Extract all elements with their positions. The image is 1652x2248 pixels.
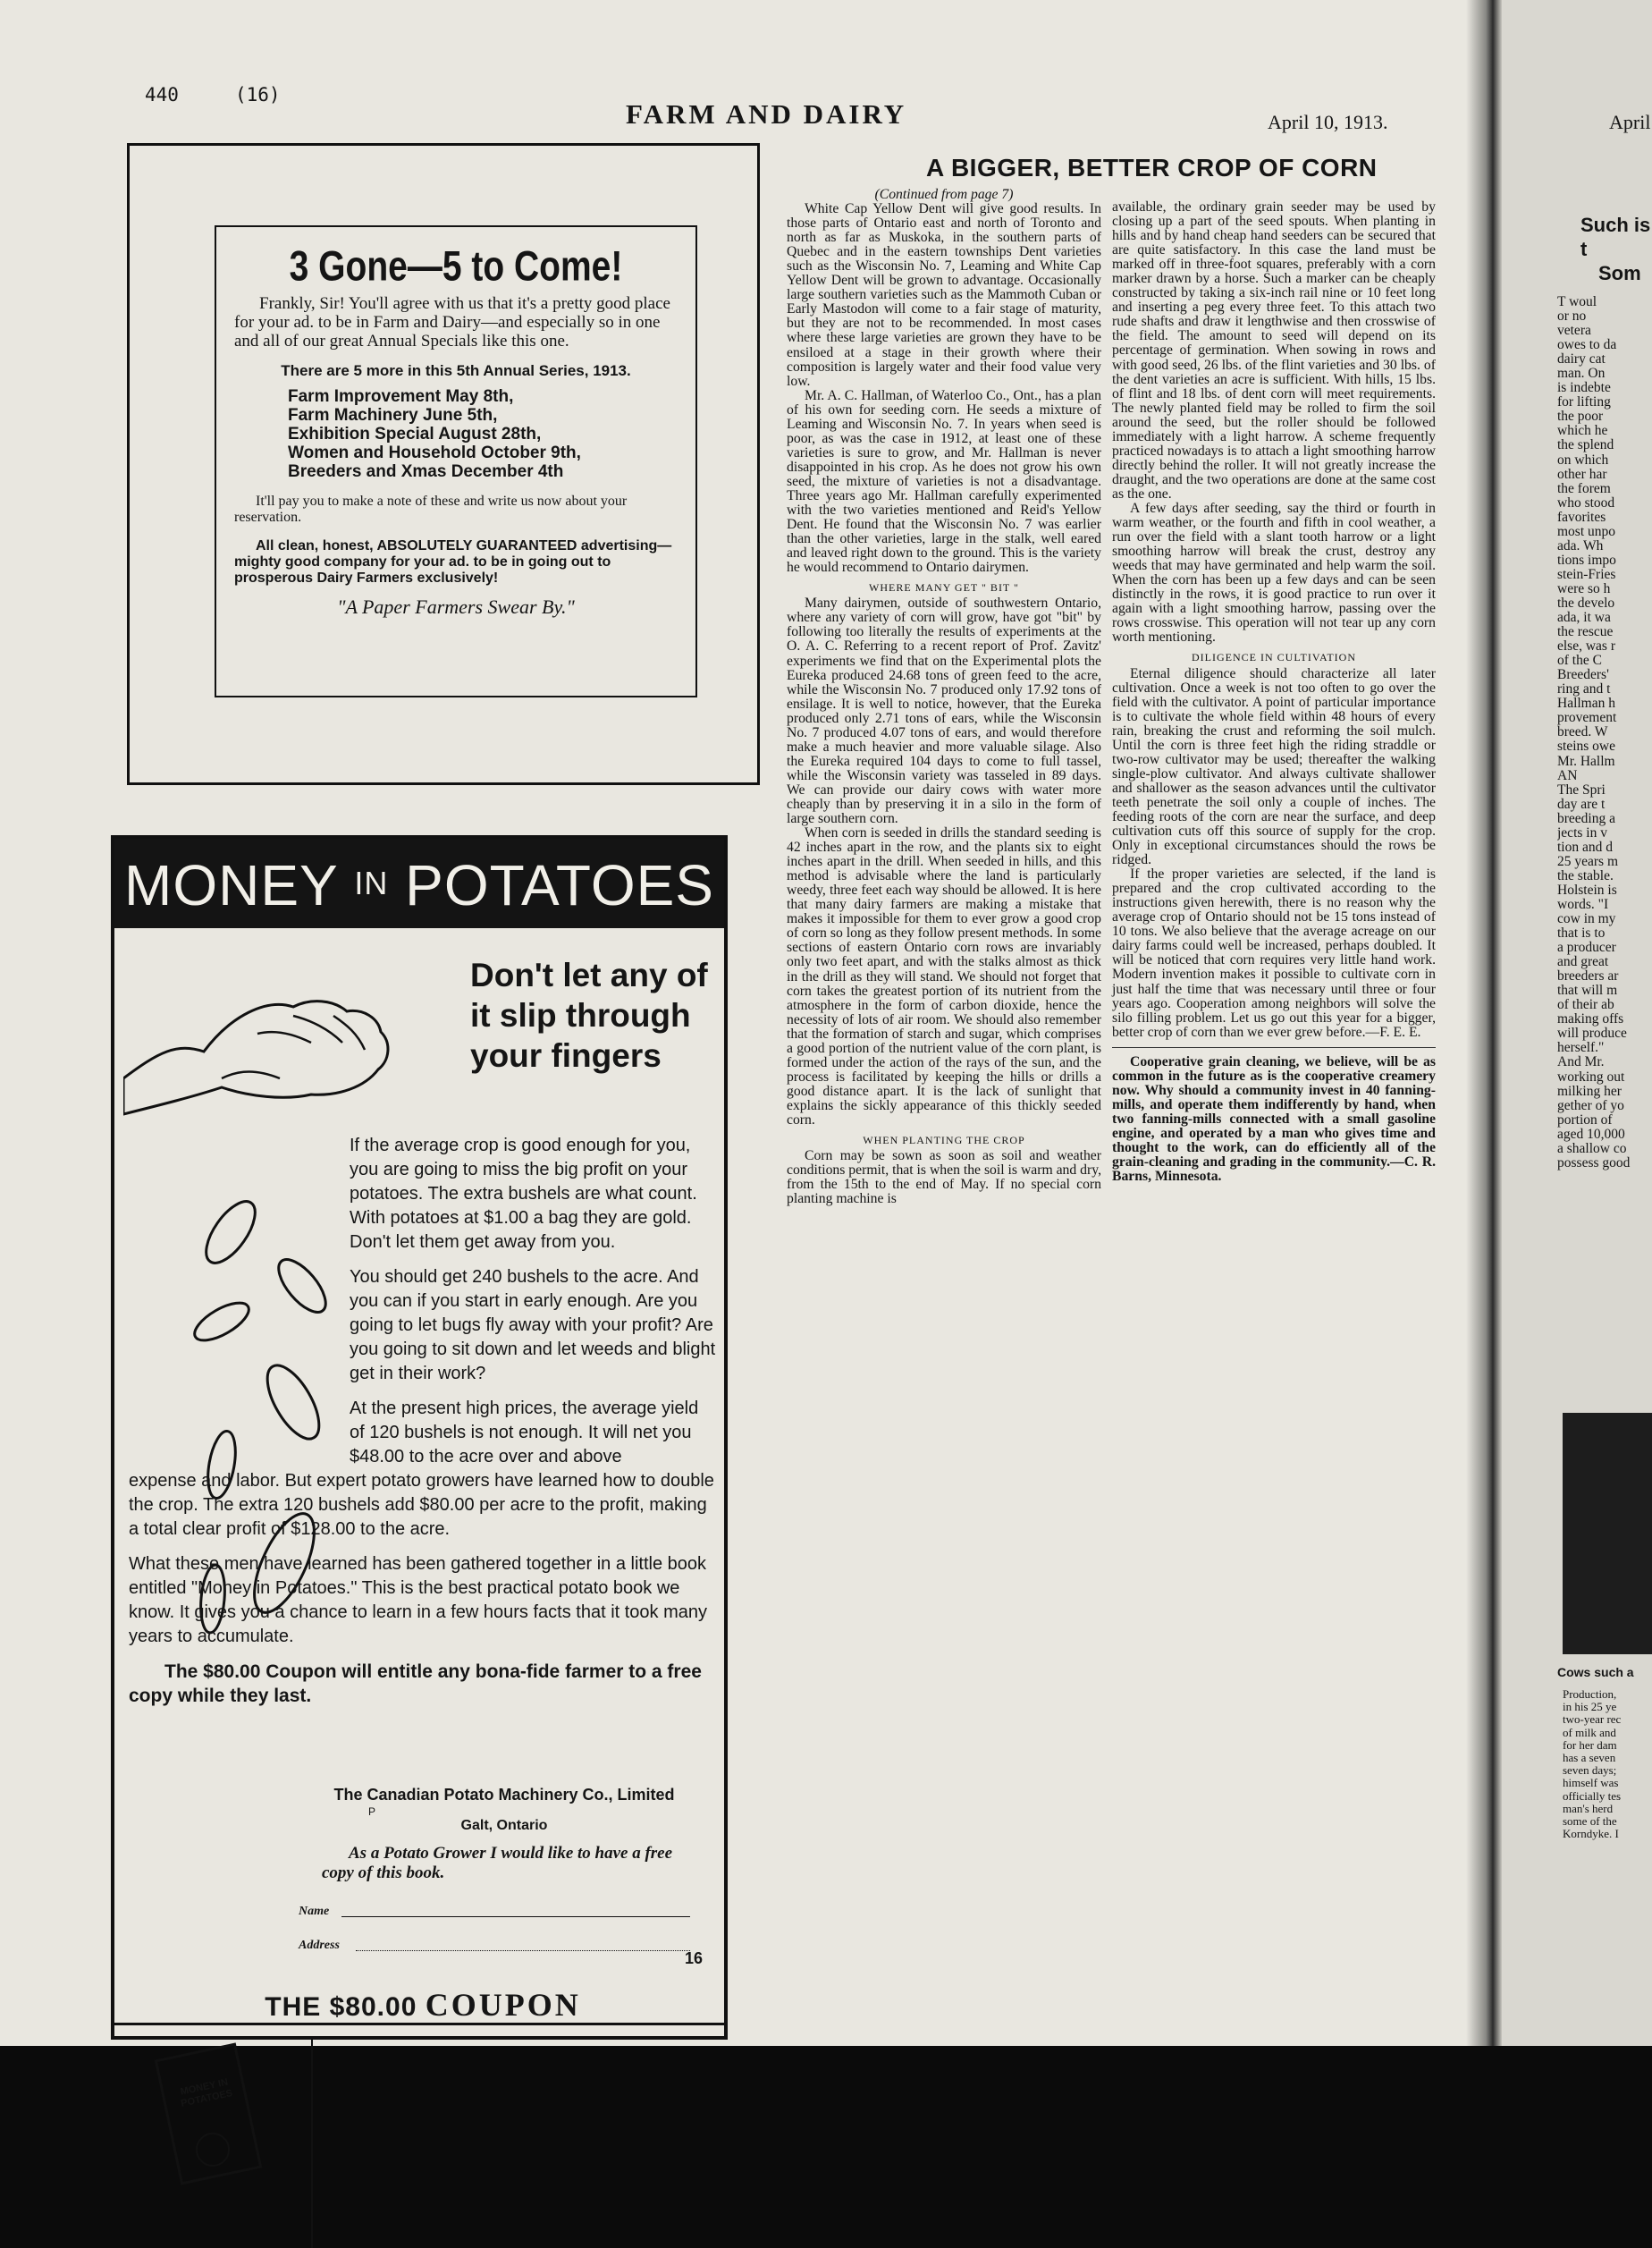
edge-line: the splend bbox=[1557, 437, 1614, 453]
edge-line: vetera bbox=[1557, 323, 1591, 339]
edge-line: aged 10,000 bbox=[1557, 1126, 1625, 1142]
edge-line: stein-Fries bbox=[1557, 566, 1616, 582]
edge-line: for lifting bbox=[1557, 394, 1611, 410]
edge-line: herself." bbox=[1557, 1040, 1605, 1056]
edge-line: jects in v bbox=[1557, 824, 1607, 841]
column-rule bbox=[1112, 1047, 1436, 1048]
annual-specials-ad bbox=[127, 143, 760, 785]
banner-word: POTATOES bbox=[405, 853, 714, 917]
coupon-label bbox=[132, 1986, 713, 2024]
edge-line: tions impo bbox=[1557, 552, 1616, 568]
article-paragraph: Eternal diligence should characterize all later cultivation. Once a week is not too often to go over the field with the cultivator. A point of particular importance is to cultivate the whole field within 48 hours of every rain, breaking the crust and reforming the soil mulch. Until the corn is three feet high the riding straddle or two-row cultivator may be used; thereafter the walking single-plow cultivator. And always cultivate shallower and shallower as the season advances until the cultivator teeth penetrate the soil only a couple of inches. The feeding roots of the corn are near the surface, and deep cultivation cuts off this source of supply for the crop. Only in exceptional circumstances should the rows be ridged. bbox=[1112, 665, 1436, 868]
special-item: Exhibition Special August 28th, bbox=[288, 425, 542, 444]
edge-line: The Spri bbox=[1557, 782, 1606, 798]
banner-word: MONEY bbox=[124, 853, 338, 917]
edge-line: that will m bbox=[1557, 983, 1618, 999]
next-page-header: April bbox=[1609, 111, 1651, 133]
caption-line: some of the bbox=[1563, 1814, 1617, 1829]
caption-line: man's herd bbox=[1563, 1801, 1614, 1815]
coupon-address-label: Address bbox=[299, 1939, 340, 1952]
edge-line: possess good bbox=[1557, 1154, 1631, 1170]
caption-line: of milk and bbox=[1563, 1725, 1616, 1739]
edge-line: other har bbox=[1557, 466, 1607, 482]
edge-line: ada, it wa bbox=[1557, 610, 1611, 626]
ad-paragraph: If the average crop is good enough for you, you are going to miss the big profit on your potatoes. The extra bushels are what count. With potatoes at $1.00 a bag they are gold. Don't let them get away from you. bbox=[350, 1136, 697, 1252]
cow-photo bbox=[1563, 1413, 1652, 1654]
page-number: 440 bbox=[145, 84, 179, 106]
coupon-city: Galt, Ontario bbox=[460, 1818, 548, 1833]
edge-line: is indebte bbox=[1557, 380, 1611, 396]
edge-line: ada. Wh bbox=[1557, 537, 1604, 554]
edge-line: milking her bbox=[1557, 1083, 1622, 1099]
caption-line: for her dam bbox=[1563, 1737, 1617, 1752]
ad-headline: 3 Gone—5 to Come! bbox=[289, 243, 623, 291]
banner-word: IN bbox=[354, 865, 389, 901]
edge-line: the poor bbox=[1557, 409, 1604, 425]
coupon-name-line[interactable] bbox=[341, 1916, 690, 1917]
page-gutter bbox=[1466, 0, 1502, 2046]
edge-line: portion of bbox=[1557, 1111, 1613, 1128]
annual-specials-ad-inner bbox=[215, 225, 697, 697]
edge-line: gether of yo bbox=[1557, 1097, 1624, 1113]
edge-line: will produce bbox=[1557, 1026, 1627, 1042]
edge-line: most unpo bbox=[1557, 523, 1616, 539]
caption-line: Korndyke. I bbox=[1563, 1827, 1619, 1841]
edge-line: owes to da bbox=[1557, 337, 1617, 353]
edge-line: which he bbox=[1557, 423, 1608, 439]
caption-line: in his 25 ye bbox=[1563, 1700, 1617, 1714]
edge-line: Hallman h bbox=[1557, 696, 1615, 712]
edge-line: day are t bbox=[1557, 796, 1606, 812]
edge-line: provement bbox=[1557, 710, 1617, 726]
edge-line: were so h bbox=[1557, 580, 1611, 596]
next-page-headline bbox=[1580, 213, 1652, 285]
photo-caption: Cows such a bbox=[1557, 1665, 1634, 1679]
edge-line: the develo bbox=[1557, 595, 1615, 611]
edge-line: that is to bbox=[1557, 925, 1606, 942]
special-item: Women and Household October 9th, bbox=[288, 444, 581, 462]
coupon-request: As a Potato Grower I would like to have a free copy of this book. bbox=[322, 1844, 673, 1882]
edge-line: of their ab bbox=[1557, 997, 1614, 1013]
edge-line: 25 years m bbox=[1557, 853, 1619, 869]
next-page-column bbox=[1557, 295, 1652, 1170]
subheading: WHERE MANY GET " BIT " bbox=[869, 581, 1019, 595]
edge-line: making offs bbox=[1557, 1011, 1624, 1027]
special-item: Farm Machinery June 5th, bbox=[288, 406, 498, 425]
continued-note: (Continued from page 7) bbox=[874, 187, 1014, 202]
section-number: (16) bbox=[235, 84, 281, 106]
article-paragraph: A few days after seeding, say the third or fourth in warm weather, or the fourth and fifth in cool weather, a run over the field with a slant tooth harrow or a light smoothing harrow will break the crust, destroy any weeds that may have germinated and help warm the soil. When the corn has been up a few days and can be seen distinctly in the rows, it is good practice to run over it again with a light smoothing harrow, passing over the rows crosswise. This operation will not tear up any corn worth mentioning. bbox=[1112, 500, 1436, 646]
ad-banner bbox=[114, 839, 724, 928]
caption-line: himself was bbox=[1563, 1776, 1619, 1790]
coupon-p-mark: P bbox=[368, 1805, 376, 1818]
ad-motto: "A Paper Farmers Swear By." bbox=[337, 596, 575, 618]
edge-line: the forem bbox=[1557, 480, 1611, 496]
edge-line: of the C bbox=[1557, 653, 1602, 669]
ad-paragraph: expense and labor. But expert potato growers have learned how to double the crop. The extra 120 bushels add $80.00 per acre to the profit, making a total clear profit of $128.00 to the acre. bbox=[129, 1471, 714, 1539]
caption-line: has a seven bbox=[1563, 1751, 1616, 1765]
edge-line: Holstein is bbox=[1557, 882, 1617, 898]
coupon-address-line[interactable] bbox=[356, 1950, 690, 1951]
special-item: Breeders and Xmas December 4th bbox=[288, 462, 564, 481]
edge-line: steins owe bbox=[1557, 739, 1616, 755]
masthead-title: FARM AND DAIRY bbox=[626, 98, 907, 130]
edge-line: else, was r bbox=[1557, 638, 1615, 655]
edge-line: T woul bbox=[1557, 295, 1597, 309]
ad-guarantee: All clean, honest, ABSOLUTELY GUARANTEED advertising—mighty good company for your ad. to be in going out to prosperous Dairy Farmers exclusively! bbox=[234, 538, 672, 586]
ad-body bbox=[129, 1134, 717, 1708]
edge-line: favorites bbox=[1557, 509, 1606, 525]
article-paragraph: Many dairymen, outside of southwestern Ontario, where any variety of corn will grow, have got "bit" by following too literally the results of experiments at the O. A. C. Referring to a recent report of Prof. Zavitz' experiments we find that on the Experimental plots the Eureka produced 24.68 tons of green feed to the acre, while the Wisconsin No. 7 produced only 17.92 tons of ensilage. It is well to notice, however, that the Eureka produced only 2.71 tons of ears, while the Wisconsin No. 7 produced 4.07 tons of ears, and would therefore make a much heavier and more valuable silage. Also the Eureka required 104 days to come to full tassel, while the Wisconsin variety was tasseled in 89 days. We can provide our dairy cows with water more cheaply than by preserving it in a silo in the form of large southern corn. bbox=[787, 596, 1101, 827]
edge-line: breeders ar bbox=[1557, 968, 1619, 985]
book-icon bbox=[150, 2042, 275, 2185]
article-paragraph: When corn is seeded in drills the standard seeding is 42 inches apart in the row, and the plants six to eight inches apart in the drill. When seeded in hills, and this method is advisable where the land is particularly weedy, three feet each way should be allowed. It is here that many dairy farmers are making a mistake that makes it impossible for them to ever grow a good crop of corn so long as they follow present methods. In some sections of eastern Ontario corn rows are invariably only two feet apart, and with the stalks almost as thick in the drill as they will stand. We should not forget that corn takes the greatest portion of its nutrient from the atmosphere in the form of carbon dioxide, hence the necessity of lots of air room. We should also remember that the formation of starch and sugar, which comprises a good portion of the nutrient value of the corn plant, is formed under the action of the rays of the sun, and the process is facilitated by keeping the hills or drills a good distance apart. It is the lack of sunlight that explains the sickly appearance of this thickly seeded corn. bbox=[787, 825, 1101, 1128]
headline-fragment: Som bbox=[1598, 262, 1641, 284]
edge-line: the rescue bbox=[1557, 624, 1614, 640]
hand-icon bbox=[123, 944, 463, 1150]
edge-line: ring and t bbox=[1557, 681, 1611, 697]
edge-line: a producer bbox=[1557, 940, 1616, 956]
article-paragraph: If the proper varieties are selected, if the land is prepared and the crop cultivated according to the instructions given herewith, there is no reason why the average crop of Ontario should not be 15 tons instead of 10 tons. We also believe that the average acreage on our dairy farms could well be increased, perhaps doubled. It will be noticed that corn requires very little hand work. Modern invention makes it possible to cultivate corn in just half the time that was necessary until three or four years ago. Cooperation among neighbors will solve the silo filling problem. Let us go out this year for a bigger, better crop of corn than we ever grew before.—F. E. E. bbox=[1112, 866, 1436, 1040]
article-title: A BIGGER, BETTER CROP OF CORN bbox=[926, 154, 1378, 182]
edge-line: dairy cat bbox=[1557, 351, 1606, 368]
subheading: DILIGENCE IN CULTIVATION bbox=[1192, 651, 1356, 664]
coupon-label-text: COUPON bbox=[425, 1987, 581, 2023]
article-column-1 bbox=[787, 188, 1101, 1206]
edge-line: a shallow co bbox=[1557, 1140, 1627, 1156]
ad-tagline: Don't let any of it slip through your fingers bbox=[470, 957, 708, 1074]
article-paragraph: available, the ordinary grain seeder may be used by closing up a part of the seed spouts. When planting in hills and by hand cheap hand seeders can be secured that are quite satisfactory. In this case the land must be marked off in three-foot squares, preferably with a corn marker drawn by a horse. Such a marker can be cheaply constructed by taking a six-inch rail nine or 10 feet long and inserting a peg every three feet. To this attach two rude shafts and draw it lengthwise and then crosswise of the field. The amount to seed will depend on its percentage of germination. When sowing in rows and with good seed, 26 lbs. of the flint varieties and 30 lbs. of the dent varieties an acre is sufficient. With hills, 15 lbs. of flint and 18 lbs. of dent corn will meet requirements. The newly planted field may be rolled to firm the soil around the seed, but the roller should be followed immediately with a light harrow. A scheme frequently practiced nowadays is to attach a light smoothing harrow directly behind the roller. It will not greatly increase the draught, and the two operations are done at the same cost as the one. bbox=[1112, 199, 1436, 502]
edge-line: tion and d bbox=[1557, 839, 1613, 855]
cooperative-note: Cooperative grain cleaning, we believe, will be as common in the future as is the cooperative creamery now. Why should a community invest in 40 fanning-mills, and operate them indifferently by hand, when two fanning-mills connected with a small gasoline engine, and operated by a man who gives time and thought to the work, can do efficiently all of the grain-cleaning and grading in the community.—C. R. Barns, Minnesota. bbox=[1112, 1053, 1436, 1185]
ad-series-line: There are 5 more in this 5th Annual Series, 1913. bbox=[281, 362, 631, 379]
edge-line: man. On bbox=[1557, 366, 1606, 382]
ad-intro: Frankly, Sir! You'll agree with us that it's a pretty good place for your ad. to be in Farm and Dairy—and especially so in one and all of our great Annual Specials like this one. bbox=[234, 294, 670, 351]
caption-line: Production, bbox=[1563, 1688, 1617, 1701]
specials-list bbox=[288, 387, 678, 481]
edge-line: Breeders' bbox=[1557, 667, 1609, 683]
ad-offer: The $80.00 Coupon will entitle any bona-fide farmer to a free copy while they last. bbox=[129, 1661, 702, 1706]
caption-line: two-year rec bbox=[1563, 1712, 1622, 1727]
article-paragraph: White Cap Yellow Dent will give good results. In those parts of Ontario east and north of Toronto and north as far as Muskoka, in the southern parts of Quebec and in the eastern townships Dent varieties such as the Wisconsin No. 7, Leaming and White Cap Yellow Dent will be grown to advantage. Occasionally large southern varieties such as the Mammoth Cuban or Early Mastodon will come to a fair stage of maturity, but they are not to be recommended. In most cases where these large varieties are grown they have to be ensiloed at a stage in their growth where their composition is largely water and their food value very low. bbox=[787, 201, 1101, 389]
edge-line: And Mr. bbox=[1557, 1054, 1605, 1070]
edge-line: AN bbox=[1557, 767, 1578, 783]
edge-line: working out bbox=[1557, 1069, 1625, 1085]
coupon-label-text: THE $80.00 bbox=[265, 1992, 417, 2022]
coupon-company: The Canadian Potato Machinery Co., Limited bbox=[333, 1786, 675, 1804]
issue-date: April 10, 1913. bbox=[1268, 111, 1388, 133]
headline-fragment: Such is t bbox=[1580, 214, 1651, 260]
photo-caption-text bbox=[1563, 1688, 1652, 1840]
edge-line: breed. W bbox=[1557, 724, 1608, 740]
article-paragraph: Mr. A. C. Hallman, of Waterloo Co., Ont., has a plan of his own for seeding corn. He seeds a mixture of Leaming and Wisconsin No. 7. In years when seed is poor, as was the case in 1912, at least one of these varieties is sure to grow, and Mr. Hallman is never disappointed in his crop. As he does not grow his own seed, the mixture of varieties is not a disadvantage. Three years ago Mr. Hallman carefully experimented with the two varieties mentioned and Reid's Yellow Dent. He found that the Wisconsin No. 7 was earlier than the other varieties, large in the stalk, well eared and leaved right down to the ground. This is the variety he would recommend to Ontario dairymen. bbox=[787, 387, 1101, 576]
edge-line: breeding a bbox=[1557, 810, 1615, 826]
ad-paragraph: You should get 240 bushels to the acre. And you can if you start in early enough. Are you going to let bugs fly away with your profit? Are you going to sit down and let weeds and blight get in their work? bbox=[350, 1267, 716, 1383]
subheading: WHEN PLANTING THE CROP bbox=[863, 1134, 1025, 1147]
caption-line: seven days; bbox=[1563, 1763, 1617, 1778]
edge-line: or no bbox=[1557, 308, 1587, 325]
ad-note: It'll pay you to make a note of these and write us now about your reservation. bbox=[234, 494, 628, 525]
edge-line: on which bbox=[1557, 452, 1609, 468]
edge-line: cow in my bbox=[1557, 911, 1616, 927]
book-label: MONEY IN POTATOES bbox=[179, 2076, 234, 2109]
edge-line: who stood bbox=[1557, 494, 1615, 511]
caption-line: officially tes bbox=[1563, 1788, 1622, 1803]
edge-line: the stable. bbox=[1557, 867, 1614, 883]
ad-number: 16 bbox=[685, 1949, 704, 1967]
special-item: Farm Improvement May 8th, bbox=[288, 387, 514, 406]
ad-paragraph: At the present high prices, the average yield of 120 bushels is not enough. It will net you $48.00 to the acre over and above bbox=[350, 1399, 699, 1466]
coupon-name-label: Name bbox=[299, 1905, 330, 1918]
edge-line: words. "I bbox=[1557, 896, 1609, 912]
article-column-2 bbox=[1112, 200, 1436, 1184]
edge-line: Mr. Hallm bbox=[1557, 753, 1615, 769]
edge-line: and great bbox=[1557, 954, 1609, 970]
article-paragraph: Corn may be sown as soon as soil and weather conditions permit, that is when the soil is warm and dry, from the 15th to the end of May. If no special corn planting machine is bbox=[787, 1148, 1101, 1207]
ad-paragraph: What these men have learned has been gathered together in a little book entitled "Money in Potatoes." This is the best practical potato book we know. It gives you a chance to learn in a few hours facts that it took many years to accumulate. bbox=[129, 1554, 708, 1646]
coupon-divider bbox=[114, 2023, 724, 2025]
